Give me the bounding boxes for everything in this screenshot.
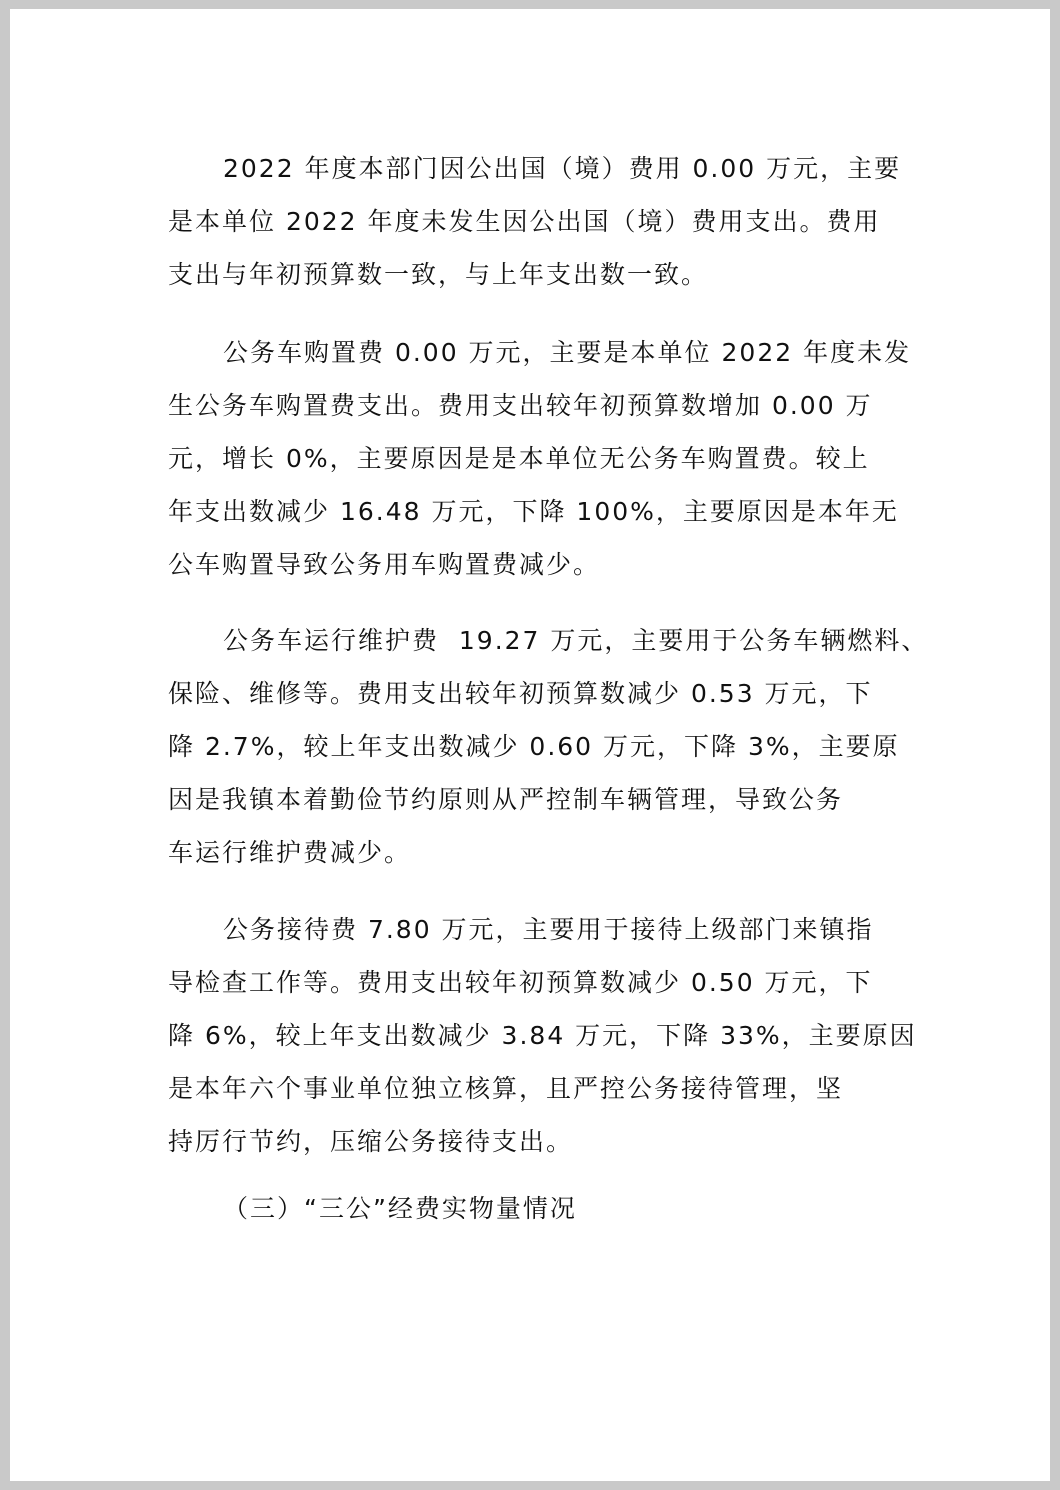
paragraph-2-line-5: 公车购置导致公务用车购置费减少。 (168, 550, 601, 579)
paragraph-1-line-1: 2022 年度本部门因公出国（境）费用 0.00 万元，主要 (223, 154, 902, 183)
paragraph-4-line-1: 公务接待费 7.80 万元，主要用于接待上级部门来镇指 (223, 915, 874, 944)
paragraph-3-line-4: 因是我镇本着勤俭节约原则从严控制车辆管理，导致公务 (168, 785, 844, 814)
paragraph-2-line-4: 年支出数减少 16.48 万元，下降 100%，主要原因是本年无 (168, 497, 899, 526)
paragraph-4-line-3: 降 6%，较上年支出数减少 3.84 万元，下降 33%，主要原因 (168, 1021, 917, 1050)
paragraph-3-line-3: 降 2.7%，较上年支出数减少 0.60 万元，下降 3%，主要原 (168, 732, 900, 761)
paragraph-4-line-2: 导检查工作等。费用支出较年初预算数减少 0.50 万元，下 (168, 968, 873, 997)
paragraph-1-line-3: 支出与年初预算数一致，与上年支出数一致。 (168, 260, 709, 289)
paragraph-3-line-5: 车运行维护费减少。 (168, 838, 412, 867)
paragraph-4-line-5: 持厉行节约，压缩公务接待支出。 (168, 1127, 574, 1156)
paragraph-3-line-2: 保险、维修等。费用支出较年初预算数减少 0.53 万元，下 (168, 679, 873, 708)
paragraph-2-line-3: 元，增长 0%，主要原因是是本单位无公务车购置费。较上 (168, 444, 870, 473)
document-page (10, 9, 1050, 1481)
paragraph-2-line-1: 公务车购置费 0.00 万元，主要是本单位 2022 年度未发 (223, 338, 912, 367)
paragraph-3-line-1: 公务车运行维护费 19.27 万元，主要用于公务车辆燃料、 (223, 626, 929, 655)
paragraph-4-line-4: 是本年六个事业单位独立核算，且严控公务接待管理，坚 (168, 1074, 844, 1103)
paragraph-2-line-2: 生公务车购置费支出。费用支出较年初预算数增加 0.00 万 (168, 391, 873, 420)
section-heading: （三）“三公”经费实物量情况 (223, 1194, 577, 1223)
paragraph-1-line-2: 是本单位 2022 年度未发生因公出国（境）费用支出。费用 (168, 207, 881, 236)
